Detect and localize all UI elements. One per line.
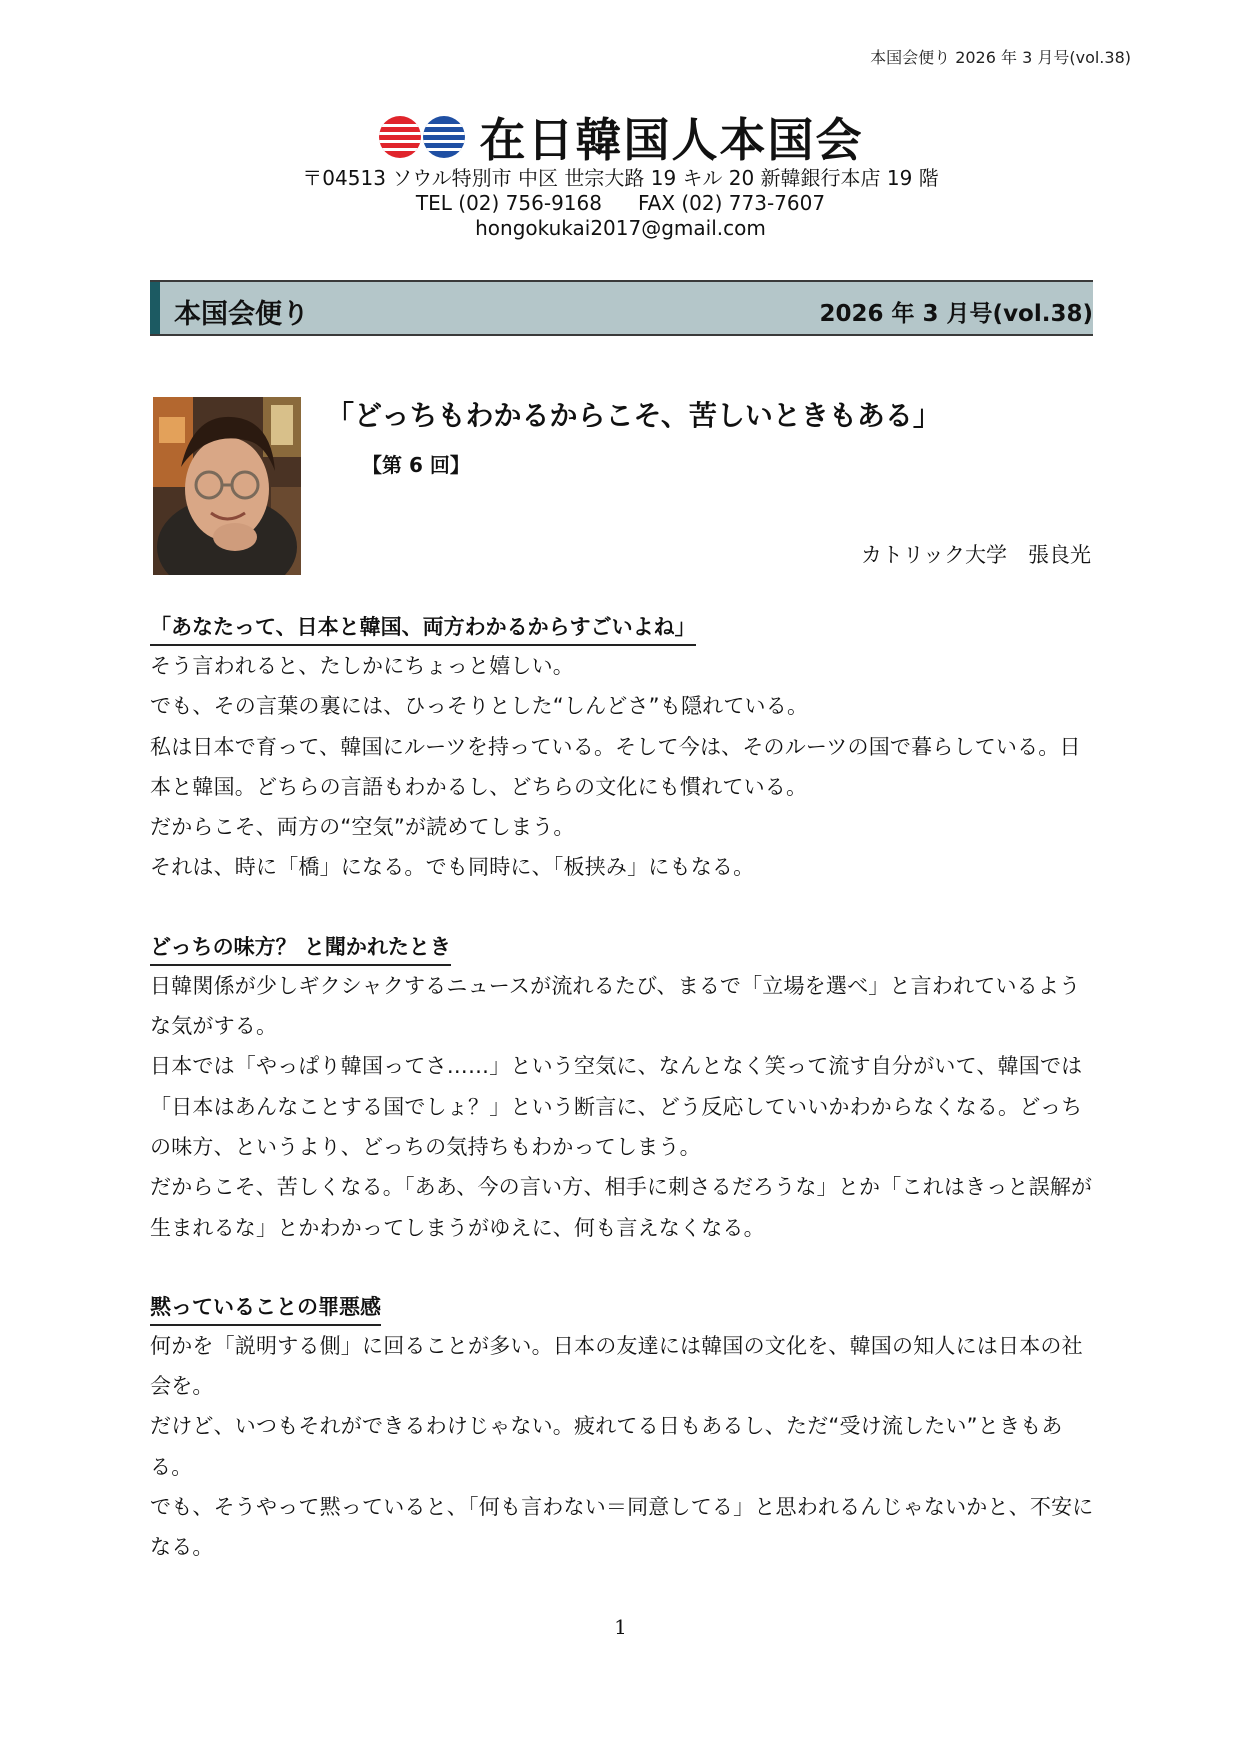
section-heading: 黙っていることの罪悪感 <box>150 1292 381 1326</box>
article-section <box>150 932 1095 1248</box>
fax-number: FAX (02) 773-7607 <box>637 191 826 215</box>
section-paragraph: 日韓関係が少しギクシャクするニュースが流れるたび、まるで「立場を選べ」と言われているような気がする。 日本では「やっぱり韓国ってさ……」という空気に、なんとなく笑って流す自分がいて、韓国では「日本はあんなことする国でしょ？」という断言に、どう反応していいかわからなくなる。どっちの味方、というより、どっちの気持ちもわかってしまう。 だからこそ、苦しくなる。「ああ、今の言い方、相手に刺さるだろうな」とか「これはきっと誤解が生まれるな」とかわかってしまうがゆえに、何も言えなくなる。 <box>150 973 1093 1240</box>
episode-number: 【第 6 回】 <box>362 453 470 477</box>
phone-fax-line <box>0 191 1241 216</box>
masthead <box>0 104 1241 170</box>
page-number: 1 <box>614 1615 627 1639</box>
author-byline: カトリック大学 張良光 <box>860 543 1091 567</box>
section-paragraph: 何かを「説明する側」に回ることが多い。日本の友達には韓国の文化を、韓国の知人には日本の社会を。 だけど、いつもそれができるわけじゃない。疲れてる日もあるし、ただ“受け流したい”ときもある。 でも、そうやって黙っていると、「何も言わない＝同意してる」と思われるんじゃないかと、不安になる。 <box>150 1333 1094 1560</box>
banner-accent-bar <box>150 282 160 334</box>
section-heading: 「あなたって、日本と韓国、両方わかるからすごいよね」 <box>150 612 696 646</box>
section-heading: どっちの味方？ と聞かれたとき <box>150 932 451 966</box>
section-banner <box>150 280 1093 336</box>
twin-sphere-logo-icon <box>378 112 468 162</box>
contact-block <box>0 166 1241 241</box>
author-portrait <box>153 397 301 575</box>
banner-title: 本国会便り <box>174 299 309 330</box>
article-section <box>150 612 1095 888</box>
organization-name: 在日韓国人本国会 <box>479 113 864 167</box>
email-address: hongokukai2017@gmail.com <box>475 216 766 240</box>
article-body <box>150 612 1095 1612</box>
section-paragraph: そう言われると、たしかにちょっと嬉しい。 でも、その言葉の裏には、ひっそりとした“しんどさ”も隠れている。 私は日本で育って、韓国にルーツを持っている。そして今は、そのルーツの国で暮らしている。日本と韓国。どちらの言語もわかるし、どちらの文化にも慣れている。 だからこそ、両方の“空気”が読めてしまう。 それは、時に「橋」になる。でも同時に、「板挟み」にもなる。 <box>150 654 1081 880</box>
telephone-number: TEL (02) 756-9168 <box>415 191 602 215</box>
banner-issue-label: 2026 年 3 月号(vol.38) <box>819 301 1093 327</box>
corner-issue-label: 本国会便り 2026 年 3 月号(vol.38) <box>870 48 1131 67</box>
postal-address: 〒04513 ソウル特別市 中区 世宗大路 19 キル 20 新韓銀行本店 19 階 <box>302 166 939 190</box>
article-section <box>150 1292 1095 1568</box>
article-title: 「どっちもわかるからこそ、苦しいときもある」 <box>326 399 941 432</box>
